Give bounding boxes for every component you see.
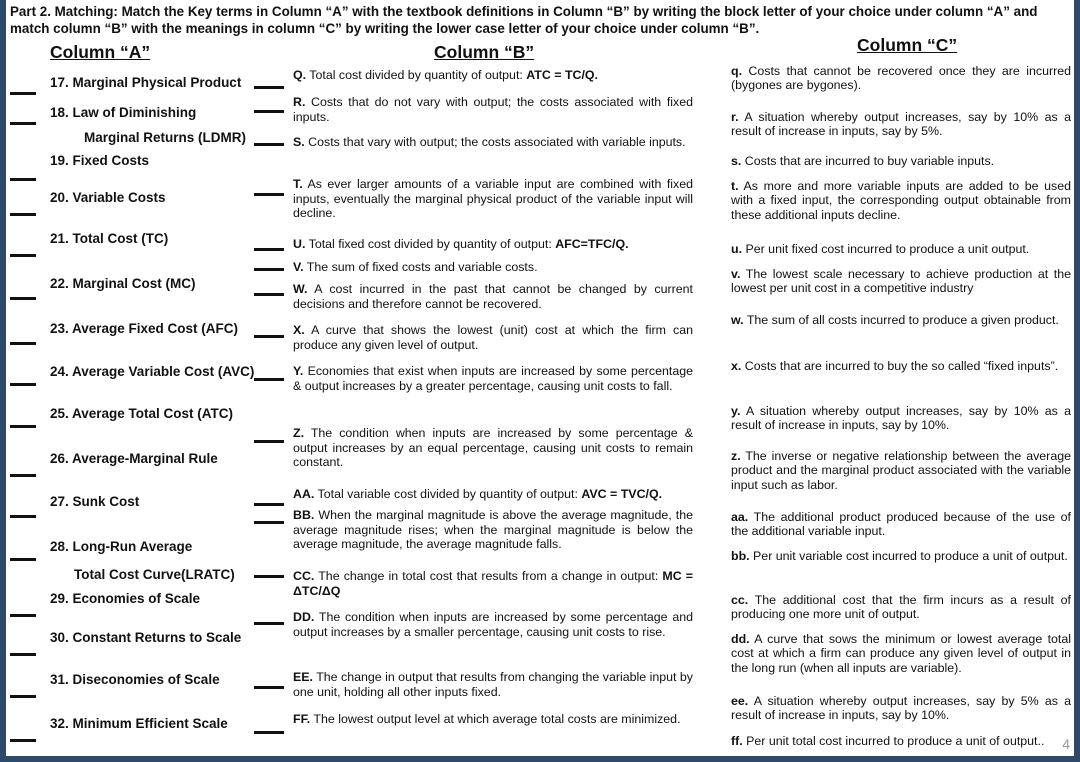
answer-blank[interactable] [10,254,36,257]
term-row [10,75,280,95]
definition-b: FF. The lowest output level at which average total costs are minimized. [293,712,681,726]
term-row [10,539,280,559]
answer-blank[interactable] [254,335,284,338]
meaning-c: z. The inverse or negative relationship between the average product and the marginal product associated with the variable input such as labor. [731,449,1071,492]
meaning-c: ee. A situation whereby output increases, say by 5% as a result of increase in inputs, say by 10%. [731,694,1071,723]
answer-blank[interactable] [10,425,36,428]
term: 21. Total Cost (TC) [50,231,169,246]
definition-b: X. A curve that shows the lowest (unit) cost at which the firm can produce any given level of output. [293,323,693,352]
answer-blank[interactable] [10,558,36,561]
meaning-c: aa. The additional product produced because of the use of the additional variable input. [731,510,1071,539]
definition-b: Q. Total cost divided by quantity of output: ATC = TC/Q. [293,68,598,82]
meaning-c: bb. Per unit variable cost incurred to produce a unit of output. [731,549,1068,563]
answer-blank[interactable] [10,178,36,181]
meaning-c: x. Costs that are incurred to buy the so called “fixed inputs”. [731,359,1059,373]
answer-blank[interactable] [254,268,284,271]
answer-blank[interactable] [10,739,36,742]
answer-blank[interactable] [254,86,284,89]
term: 18. Law of Diminishing [50,105,197,120]
instructions: Part 2. Matching: Match the Key terms in Column “A” with the textbook definitions in Column “B” by writing the block letter of your choice under column “A” and match column “B” with the meanings in column “C” by writing the lower case letter of your choice under column “B”. [10,4,1038,36]
answer-blank[interactable] [254,143,284,146]
definition-b: W. A cost incurred in the past that cannot be changed by current decisions and therefore cannot be recovered. [293,282,693,311]
answer-blank[interactable] [254,521,284,524]
definition-b: CC. The change in total cost that results from a change in output: MC = ΔTC/ΔQ [293,569,693,598]
term-row [10,231,280,251]
meaning-c: s. Costs that are incurred to buy variable inputs. [731,154,995,168]
answer-blank[interactable] [254,193,284,196]
term-row [10,105,280,125]
meaning-c: t. As more and more variable inputs are added to be used with a fixed input, the corresponding output obtainable from these additional inputs decline. [731,179,1071,222]
term-row [10,567,280,587]
meaning-c: w. The sum of all costs incurred to produce a given product. [731,313,1059,327]
answer-blank[interactable] [254,731,284,734]
term: 30. Constant Returns to Scale [50,630,242,645]
answer-blank[interactable] [10,342,36,345]
term: 32. Minimum Efficient Scale [50,716,228,731]
term: Marginal Returns (LDMR) [84,130,246,145]
definition-b: AA. Total variable cost divided by quantity of output: AVC = TVC/Q. [293,487,663,501]
term-row [10,716,280,736]
definition-b: EE. The change in output that results from changing the variable input by one unit, holding all other inputs fixed. [293,670,693,699]
answer-blank[interactable] [254,503,284,506]
answer-blank[interactable] [254,293,284,296]
term: 25. Average Total Cost (ATC) [50,406,234,421]
definition-b: Y. Economies that exist when inputs are increased by some percentage & output increases by a greater percentage, causing unit costs to fall. [293,364,693,393]
column-c-heading: Column “C” [857,35,958,55]
answer-blank[interactable] [254,575,284,578]
answer-blank[interactable] [10,695,36,698]
definition-b: DD. The condition when inputs are increased by some percentage and output increases by a smaller percentage, causing unit costs to rise. [293,610,693,639]
term-row [10,190,280,210]
answer-blank[interactable] [254,110,284,113]
definition-b: R. Costs that do not vary with output; the costs associated with fixed inputs. [293,95,693,124]
term: 19. Fixed Costs [50,153,150,168]
term-row [10,406,280,426]
answer-blank[interactable] [10,653,36,656]
answer-blank[interactable] [254,378,284,381]
answer-blank[interactable] [254,686,284,689]
answer-blank[interactable] [10,297,36,300]
term-row [10,672,280,692]
answer-blank[interactable] [10,122,36,125]
meaning-c: v. The lowest scale necessary to achieve production at the lowest per unit cost in a competitive industry [731,267,1071,296]
term: 20. Variable Costs [50,190,166,205]
term-row [10,630,280,650]
term-row [10,364,280,384]
meaning-c: cc. The additional cost that the firm incurs as a result of producing one more unit of output. [731,593,1071,622]
term-row [10,591,280,611]
term-row [10,153,280,173]
meaning-c: dd. A curve that sows the minimum or lowest average total cost at which a firm can produce any given level of output in the long run (when all inputs are variable). [731,632,1071,675]
term: 27. Sunk Cost [50,494,140,509]
term-row [10,451,280,471]
definition-b: S. Costs that vary with output; the costs associated with variable inputs. [293,135,686,149]
column-a-heading: Column “A” [50,42,151,62]
term-row [10,494,280,514]
answer-blank[interactable] [254,440,284,443]
page-number: 4 [1062,736,1070,752]
term-row [10,130,280,150]
term: 31. Diseconomies of Scale [50,672,220,687]
meaning-c: u. Per unit fixed cost incurred to produce a unit output. [731,242,1030,256]
answer-blank[interactable] [254,622,284,625]
answer-blank[interactable] [10,92,36,95]
term-row [10,321,280,341]
term: 17. Marginal Physical Product [50,75,242,90]
answer-blank[interactable] [10,474,36,477]
meaning-c: y. A situation whereby output increases, say by 10% as a result of increase in inputs, say by 10%. [731,404,1071,433]
definition-b: BB. When the marginal magnitude is above the average magnitude, the average magnitude rises; when the marginal magnitude is below the average magnitude, the average magnitude falls. [293,508,693,552]
term: 23. Average Fixed Cost (AFC) [50,321,239,336]
meaning-c: ff. Per unit total cost incurred to produce a unit of output.. [731,734,1045,748]
term: 24. Average Variable Cost (AVC) [50,364,255,379]
answer-blank[interactable] [10,614,36,617]
term: 29. Economies of Scale [50,591,201,606]
answer-blank[interactable] [10,213,36,216]
term: 22. Marginal Cost (MC) [50,276,196,291]
definition-b: U. Total fixed cost divided by quantity of output: AFC=TFC/Q. [293,237,629,251]
term: 28. Long-Run Average [50,539,193,554]
column-b-heading: Column “B” [434,42,535,62]
meaning-c: r. A situation whereby output increases, say by 10% as a result of increase in inputs, say by 5%. [731,110,1071,139]
answer-blank[interactable] [10,383,36,386]
definition-b: T. As ever larger amounts of a variable input are combined with fixed inputs, eventually the marginal physical product of the variable input will decline. [293,177,693,221]
definition-b: V. The sum of fixed costs and variable costs. [293,260,538,274]
meaning-c: q. Costs that cannot be recovered once they are incurred (bygones are bygones). [731,64,1071,93]
term: 26. Average-Marginal Rule [50,451,218,466]
term: Total Cost Curve(LRATC) [74,567,235,582]
answer-blank[interactable] [254,248,284,251]
term-row [10,276,280,296]
definition-b: Z. The condition when inputs are increased by some percentage & output increases by an equal percentage, causing unit costs to remain constant. [293,426,693,470]
answer-blank[interactable] [10,515,36,518]
